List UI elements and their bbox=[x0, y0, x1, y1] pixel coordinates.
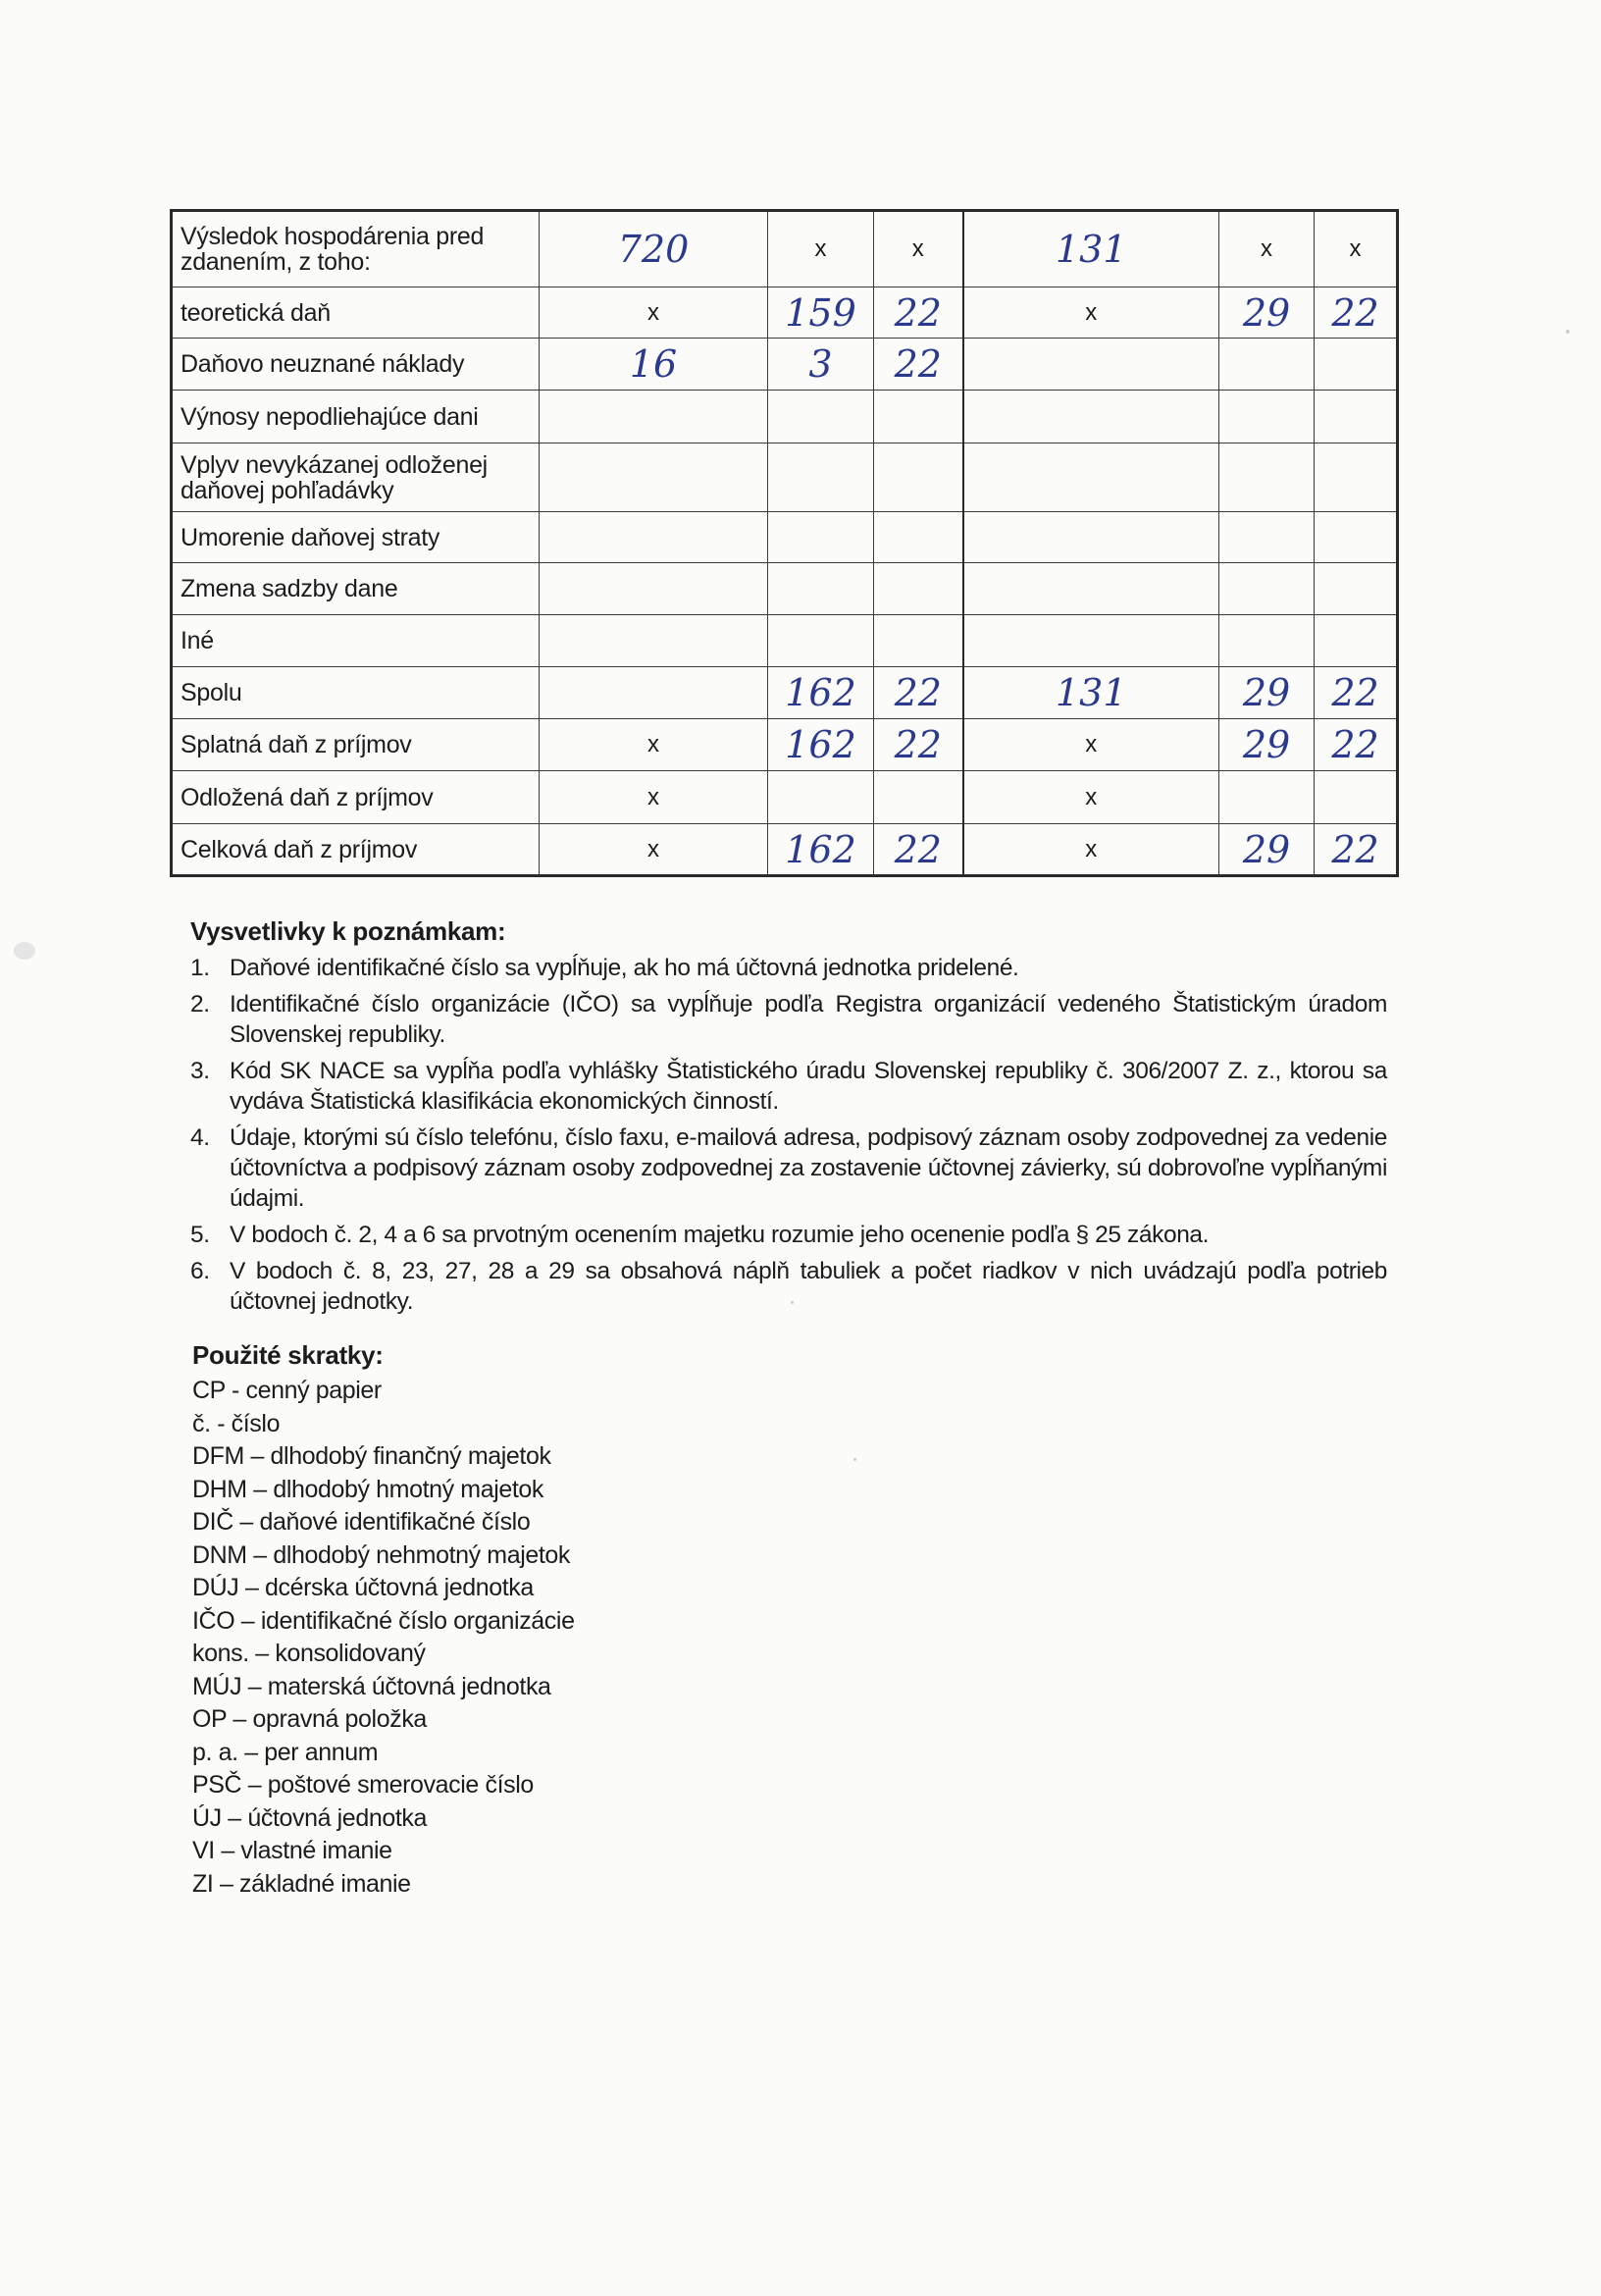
table-row bbox=[172, 771, 1398, 824]
table-cell bbox=[540, 512, 768, 563]
abbreviation-item: PSČ – poštové smerovacie číslo bbox=[192, 1771, 534, 1799]
table-row bbox=[172, 824, 1398, 876]
table-cell: 29 bbox=[1219, 719, 1315, 771]
row-label: Výnosy nepodliehajúce dani bbox=[172, 391, 540, 444]
table-cell bbox=[1315, 512, 1398, 563]
note-number: 1. bbox=[190, 955, 210, 981]
row-label: teoretická daň bbox=[172, 287, 540, 339]
table-cell: 22 bbox=[1315, 287, 1398, 339]
table-cell bbox=[963, 563, 1219, 615]
abbreviation-item: OP – opravná položka bbox=[192, 1705, 427, 1733]
table-cell: x bbox=[963, 824, 1219, 876]
table-cell bbox=[768, 444, 874, 512]
table-cell bbox=[540, 444, 768, 512]
table-cell bbox=[1315, 771, 1398, 824]
table-cell: 162 bbox=[768, 719, 874, 771]
table-cell: 29 bbox=[1219, 824, 1315, 876]
table-cell: x bbox=[540, 771, 768, 824]
note-number: 2. bbox=[190, 991, 210, 1018]
abbreviation-item: MÚJ – materská účtovná jednotka bbox=[192, 1672, 551, 1700]
note-item bbox=[190, 989, 1387, 1050]
note-text: Daňové identifikačné číslo sa vypĺňuje, ak ho má účtovná jednotka pridelené. bbox=[230, 955, 1019, 981]
note-item bbox=[190, 1256, 1387, 1317]
table-row bbox=[172, 667, 1398, 719]
note-text: Identifikačné číslo organizácie (IČO) sa vypĺňuje podľa Registra organizácií vedeného Štatistickým úradom Slovenskej republiky. bbox=[230, 991, 1387, 1048]
note-number: 6. bbox=[190, 1258, 210, 1284]
table-cell bbox=[963, 339, 1219, 391]
row-label: Odložená daň z príjmov bbox=[172, 771, 540, 824]
row-label: Iné bbox=[172, 615, 540, 667]
table-cell bbox=[874, 512, 963, 563]
table-cell: x bbox=[1315, 211, 1398, 287]
table-cell: 22 bbox=[1315, 824, 1398, 876]
scan-speck bbox=[791, 1301, 794, 1304]
table-cell: x bbox=[540, 719, 768, 771]
table-cell: 3 bbox=[768, 339, 874, 391]
table-cell bbox=[874, 563, 963, 615]
table-cell bbox=[874, 615, 963, 667]
table-cell: x bbox=[1219, 211, 1315, 287]
abbreviation-item: CP - cenný papier bbox=[192, 1377, 382, 1404]
abbreviation-item: VI – vlastné imanie bbox=[192, 1837, 392, 1864]
table-cell: 720 bbox=[540, 211, 768, 287]
row-label: Výsledok hospodárenia pred zdanením, z toho: bbox=[172, 211, 540, 287]
table-cell: 22 bbox=[874, 719, 963, 771]
note-item bbox=[190, 953, 1387, 983]
abbreviations-title: Použité skratky: bbox=[192, 1340, 384, 1370]
abbreviation-item: DÚJ – dcérska účtovná jednotka bbox=[192, 1574, 534, 1601]
table-cell: 16 bbox=[540, 339, 768, 391]
table-cell bbox=[874, 444, 963, 512]
table-cell: x bbox=[540, 824, 768, 876]
row-label: Celková daň z príjmov bbox=[172, 824, 540, 876]
table-cell bbox=[1219, 391, 1315, 444]
table-cell bbox=[540, 667, 768, 719]
abbreviation-item: DNM – dlhodobý nehmotný majetok bbox=[192, 1540, 571, 1569]
table-cell: 22 bbox=[874, 339, 963, 391]
table-cell bbox=[1315, 391, 1398, 444]
table-cell: x bbox=[874, 211, 963, 287]
table-cell bbox=[768, 391, 874, 444]
table-cell: 162 bbox=[768, 824, 874, 876]
abbreviation-item: ÚJ – účtovná jednotka bbox=[192, 1803, 427, 1832]
abbreviation-item: ZI – základné imanie bbox=[192, 1869, 411, 1898]
table-cell: 131 bbox=[963, 667, 1219, 719]
table-cell: 131 bbox=[963, 211, 1219, 287]
table-cell bbox=[963, 391, 1219, 444]
table-cell bbox=[768, 563, 874, 615]
table-cell bbox=[1315, 444, 1398, 512]
notes-section bbox=[190, 916, 1387, 1323]
abbreviation-item: IČO – identifikačné číslo organizácie bbox=[192, 1606, 575, 1635]
table-cell bbox=[1219, 771, 1315, 824]
table-cell bbox=[768, 615, 874, 667]
table-row bbox=[172, 287, 1398, 339]
note-number: 5. bbox=[190, 1222, 210, 1248]
abbreviation-item: č. - číslo bbox=[192, 1409, 281, 1437]
table-cell bbox=[768, 512, 874, 563]
notes-list bbox=[190, 953, 1387, 1317]
table-cell: 22 bbox=[874, 287, 963, 339]
table-row bbox=[172, 444, 1398, 512]
table-cell bbox=[963, 512, 1219, 563]
abbreviations-section bbox=[192, 1340, 879, 1901]
table-row bbox=[172, 339, 1398, 391]
table-cell: 162 bbox=[768, 667, 874, 719]
scan-speck bbox=[1566, 330, 1570, 334]
table-cell: x bbox=[963, 287, 1219, 339]
table-cell bbox=[1219, 563, 1315, 615]
row-label: Splatná daň z príjmov bbox=[172, 719, 540, 771]
scan-speck bbox=[853, 1458, 856, 1461]
abbreviation-item: DFM – dlhodobý finančný majetok bbox=[192, 1442, 551, 1470]
table-cell: x bbox=[963, 719, 1219, 771]
table-cell bbox=[1219, 512, 1315, 563]
row-label: Vplyv nevykázanej odloženej daňovej pohľadávky bbox=[172, 444, 540, 512]
table-cell bbox=[874, 771, 963, 824]
table-cell bbox=[540, 391, 768, 444]
note-text: Údaje, ktorými sú číslo telefónu, číslo faxu, e-mailová adresa, podpisový záznam osoby zodpovednej za vedenie účtovníctva a podpisový záznam osoby zodpovednej za zostavenie účtovnej závierky, sú dobrovoľne vypĺňanými údajmi. bbox=[230, 1124, 1387, 1212]
table-cell: 29 bbox=[1219, 667, 1315, 719]
note-number: 4. bbox=[190, 1124, 210, 1151]
table-cell: x bbox=[540, 287, 768, 339]
scan-speck bbox=[14, 942, 35, 960]
table-row bbox=[172, 719, 1398, 771]
note-text: Kód SK NACE sa vypĺňa podľa vyhlášky Štatistického úradu Slovenskej republiky č. 306/2007 Z. z., ktorou sa vydáva Štatistická klasifikácia ekonomických činností. bbox=[230, 1058, 1387, 1115]
tax-reconciliation-table bbox=[170, 209, 1399, 877]
table-cell: 22 bbox=[1315, 667, 1398, 719]
table-cell bbox=[963, 615, 1219, 667]
row-label: Umorenie daňovej straty bbox=[172, 512, 540, 563]
table-cell bbox=[540, 615, 768, 667]
note-item bbox=[190, 1220, 1387, 1250]
table-cell: 159 bbox=[768, 287, 874, 339]
table-row bbox=[172, 391, 1398, 444]
abbreviation-item: p. a. – per annum bbox=[192, 1738, 379, 1766]
table-cell bbox=[1315, 563, 1398, 615]
note-text: V bodoch č. 2, 4 a 6 sa prvotným ocenením majetku rozumie jeho ocenenie podľa § 25 zákona. bbox=[230, 1222, 1210, 1248]
table-cell bbox=[1219, 339, 1315, 391]
row-label: Daňovo neuznané náklady bbox=[172, 339, 540, 391]
note-item bbox=[190, 1056, 1387, 1117]
abbreviation-item: DHM – dlhodobý hmotný majetok bbox=[192, 1475, 544, 1503]
notes-title: Vysvetlivky k poznámkam: bbox=[190, 916, 506, 946]
table-cell: 22 bbox=[1315, 719, 1398, 771]
abbreviation-item: kons. – konsolidovaný bbox=[192, 1640, 426, 1667]
note-text: V bodoch č. 8, 23, 27, 28 a 29 sa obsahová náplň tabuliek a počet riadkov v nich uvádzajú podľa potrieb účtovnej jednotky. bbox=[230, 1258, 1387, 1315]
table-cell bbox=[1219, 615, 1315, 667]
table-cell: 29 bbox=[1219, 287, 1315, 339]
table-cell bbox=[1315, 615, 1398, 667]
table-row bbox=[172, 512, 1398, 563]
table-cell: x bbox=[963, 771, 1219, 824]
table-cell bbox=[963, 444, 1219, 512]
abbreviations-list bbox=[192, 1375, 879, 1901]
abbreviation-item: DIČ – daňové identifikačné číslo bbox=[192, 1508, 531, 1536]
table-cell: x bbox=[768, 211, 874, 287]
table-cell bbox=[1315, 339, 1398, 391]
table-row bbox=[172, 563, 1398, 615]
table-cell bbox=[1219, 444, 1315, 512]
table-cell: 22 bbox=[874, 667, 963, 719]
note-item bbox=[190, 1122, 1387, 1214]
note-number: 3. bbox=[190, 1058, 210, 1084]
row-label: Zmena sadzby dane bbox=[172, 563, 540, 615]
row-label: Spolu bbox=[172, 667, 540, 719]
table-row bbox=[172, 615, 1398, 667]
table-cell bbox=[768, 771, 874, 824]
table-cell bbox=[540, 563, 768, 615]
table-cell bbox=[874, 391, 963, 444]
table-row bbox=[172, 211, 1398, 287]
table-cell: 22 bbox=[874, 824, 963, 876]
